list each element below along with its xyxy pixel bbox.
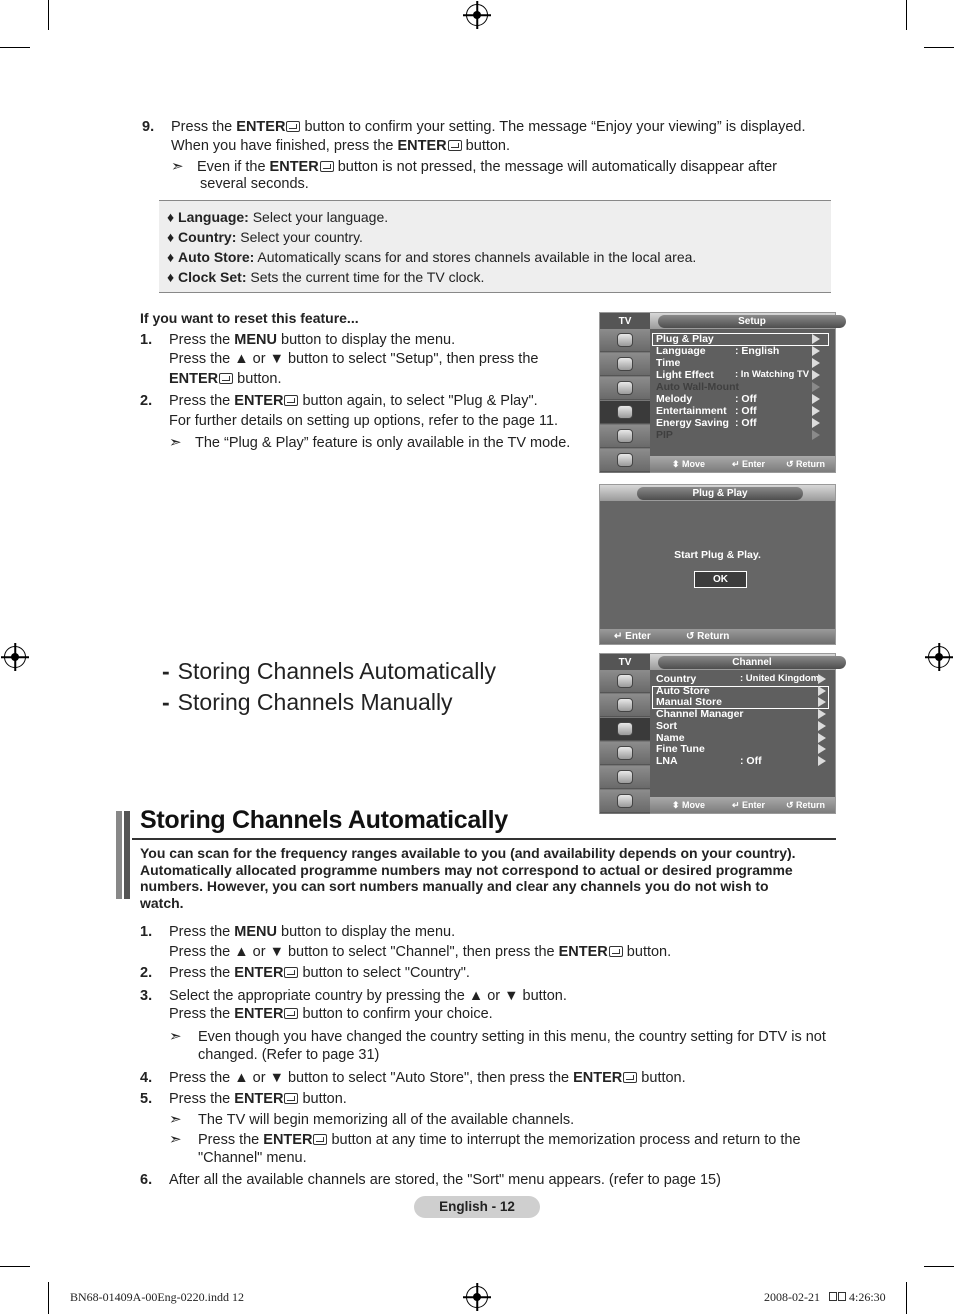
step-1-num: 1. xyxy=(140,924,153,940)
osd-footer xyxy=(650,456,835,472)
channel-menu-screen xyxy=(599,653,836,814)
chevron-right-icon xyxy=(812,346,820,356)
channel-menu-icon[interactable] xyxy=(600,377,650,400)
enter-icon xyxy=(284,1093,298,1104)
registration-mark-icon xyxy=(466,1286,488,1308)
step-4: Press the ▲ or ▼ button to select "Auto Store", then press the ENTER button. xyxy=(169,1070,686,1086)
step-6-num: 6. xyxy=(140,1172,153,1188)
step-4-num: 4. xyxy=(140,1070,153,1086)
file-slug: BN68-01409A-00Eng-0220.indd 12 xyxy=(70,1290,244,1304)
return-hint: ↺ Return xyxy=(786,800,826,810)
toc-item-manual: - Storing Channels Manually xyxy=(162,689,453,715)
osd-item-auto-wall-mount: Auto Wall-Mount xyxy=(656,381,740,393)
osd-menu-title: Setup xyxy=(658,315,846,328)
info-country: ♦ Country: Select your country. xyxy=(167,229,363,245)
osd-item-manual-store[interactable]: Manual Store xyxy=(656,696,722,708)
osd-tv-label: TV xyxy=(600,654,650,670)
enter-icon xyxy=(448,140,462,151)
info-box xyxy=(159,200,831,293)
setup-menu-screen xyxy=(599,312,836,473)
osd-tv-label: TV xyxy=(600,313,650,329)
crop-mark xyxy=(906,1282,907,1314)
step-3: Select the appropriate country by pressing the ▲ or ▼ button. xyxy=(169,988,567,1004)
enter-hint: ↵ Enter xyxy=(614,631,651,642)
reset-note: ➣ The “Plug & Play” feature is only available in the TV mode. xyxy=(169,434,571,451)
osd-item-language[interactable]: Language xyxy=(656,345,706,357)
note-arrow-icon: ➣ xyxy=(169,1111,182,1128)
enter-icon xyxy=(313,1134,327,1145)
application-menu-icon[interactable] xyxy=(600,790,650,813)
chevron-right-icon xyxy=(818,697,826,707)
osd-menu-title: Channel xyxy=(658,656,846,669)
plug-play-message: Start Plug & Play. xyxy=(674,549,761,561)
osd-menu-title: Plug & Play xyxy=(637,487,803,500)
osd-item-melody[interactable]: Melody xyxy=(656,393,693,405)
ok-button[interactable]: OK xyxy=(694,571,747,588)
picture-menu-icon[interactable] xyxy=(600,329,650,352)
osd-item-fine-tune[interactable]: Fine Tune xyxy=(656,743,705,755)
chevron-right-icon xyxy=(818,686,826,696)
input-menu-icon[interactable] xyxy=(600,425,650,448)
section-bar xyxy=(116,811,122,899)
step-9-note: ➣ Even if the ENTER button is not pressed, the message will automatically disappear after xyxy=(171,158,777,175)
reset-step-1: Press the MENU button to display the menu. xyxy=(169,332,456,348)
chevron-right-icon xyxy=(812,418,820,428)
osd-footer xyxy=(600,629,835,644)
step-5: Press the ENTER button. xyxy=(169,1091,347,1107)
osd-value-entertainment: : Off xyxy=(735,405,757,417)
osd-item-plug-play[interactable]: Plug & Play xyxy=(656,333,714,345)
page-number-badge: English - 12 xyxy=(414,1196,540,1218)
chevron-right-icon xyxy=(812,394,820,404)
step-6: After all the available channels are stored, the "Sort" menu appears. (refer to page 15) xyxy=(169,1172,721,1188)
chevron-right-icon xyxy=(812,358,820,368)
osd-value-language: : English xyxy=(735,345,780,357)
step-1: Press the MENU button to display the menu. xyxy=(169,924,456,940)
step-2-num: 2. xyxy=(140,965,153,981)
osd-sidebar xyxy=(600,670,650,814)
enter-hint: ↵ Enter xyxy=(732,800,766,810)
print-date: 2008-02-21 4:26:30 xyxy=(764,1290,886,1304)
input-menu-icon[interactable] xyxy=(600,766,650,789)
enter-icon xyxy=(286,121,300,132)
osd-sidebar xyxy=(600,329,650,473)
chevron-right-icon xyxy=(812,406,820,416)
osd-item-time[interactable]: Time xyxy=(656,357,681,369)
setup-menu-icon[interactable] xyxy=(600,742,650,765)
setup-menu-icon[interactable] xyxy=(600,401,650,424)
chevron-right-icon xyxy=(818,756,826,766)
chevron-right-icon xyxy=(812,430,820,440)
crop-mark xyxy=(0,1266,30,1267)
channel-menu-icon[interactable] xyxy=(600,718,650,741)
return-hint: ↺ Return xyxy=(686,631,730,642)
chevron-right-icon xyxy=(818,733,826,743)
crop-mark xyxy=(906,0,907,30)
section-intro: You can scan for the frequency ranges available to you (and availability depends on your country). Automatically allocated programme numbers may not correspond to actual or desired programme numbers. However, you can sort numbers manually and clear any channels you do not wish to watch. xyxy=(140,845,796,911)
note-arrow-icon: ➣ xyxy=(171,158,184,175)
reset-step-2-line2: For further details on setting up options, refer to the page 11. xyxy=(169,413,559,429)
chevron-right-icon xyxy=(818,744,826,754)
step-9-line1: Press the ENTER button to confirm your setting. The message “Enjoy your viewing” is displayed. xyxy=(171,119,806,135)
osd-value-lna: : Off xyxy=(740,755,762,767)
crop-mark xyxy=(0,47,30,48)
info-auto-store: ♦ Auto Store: Automatically scans for and stores channels available in the local area. xyxy=(167,249,697,265)
step-5-note-2: ➣ Press the ENTER button at any time to interrupt the memorization process and return to the xyxy=(169,1131,801,1148)
enter-icon xyxy=(609,946,623,957)
crop-mark xyxy=(48,0,49,30)
chevron-right-icon xyxy=(812,370,820,380)
reset-step-2: Press the ENTER button again, to select "Plug & Play". xyxy=(169,393,538,409)
section-title: Storing Channels Automatically xyxy=(140,806,508,834)
section-rule xyxy=(132,838,836,840)
crop-mark xyxy=(924,47,954,48)
reset-step-2-num: 2. xyxy=(140,393,153,409)
step-5-note-1: ➣ The TV will begin memorizing all of the available channels. xyxy=(169,1111,575,1128)
step-3-num: 3. xyxy=(140,988,153,1004)
move-hint: ⬍ Move xyxy=(672,459,706,469)
reset-step-1-line2: Press the ▲ or ▼ button to select "Setup", then press the xyxy=(169,351,539,367)
osd-item-sort[interactable]: Sort xyxy=(656,720,677,732)
step-3-note-cont: changed. (Refer to page 31) xyxy=(198,1047,380,1063)
registration-mark-icon xyxy=(466,4,488,26)
toc-item-auto: - Storing Channels Automatically xyxy=(162,658,497,684)
enter-icon xyxy=(284,395,298,406)
enter-icon xyxy=(623,1072,637,1083)
application-menu-icon[interactable] xyxy=(600,449,650,472)
chevron-right-icon xyxy=(818,674,826,684)
registration-mark-icon xyxy=(4,646,26,668)
chevron-right-icon xyxy=(812,334,820,344)
step-2: Press the ENTER button to select "Country". xyxy=(169,965,470,981)
step-1-line2: Press the ▲ or ▼ button to select "Channel", then press the ENTER button. xyxy=(169,944,672,960)
osd-item-lna[interactable]: LNA xyxy=(656,755,678,767)
osd-footer xyxy=(650,797,835,813)
osd-item-country[interactable]: Country xyxy=(656,673,697,685)
reset-step-1-num: 1. xyxy=(140,332,153,348)
osd-item-name[interactable]: Name xyxy=(656,732,685,744)
osd-value-country: : United Kingdom xyxy=(740,673,820,684)
osd-item-energy-saving[interactable]: Energy Saving xyxy=(656,417,729,429)
enter-hint: ↵ Enter xyxy=(732,459,766,469)
osd-item-auto-store[interactable]: Auto Store xyxy=(656,685,710,697)
step-3-line2: Press the ENTER button to confirm your choice. xyxy=(169,1006,493,1022)
reset-step-1-line3: ENTER button. xyxy=(169,371,282,387)
note-arrow-icon: ➣ xyxy=(169,1131,182,1148)
osd-value-light-effect: : In Watching TV xyxy=(735,369,810,380)
step-3-note: ➣ Even though you have changed the country setting in this menu, the country setting for DTV is not xyxy=(169,1028,826,1045)
picture-menu-icon[interactable] xyxy=(600,670,650,693)
sound-menu-icon[interactable] xyxy=(600,694,650,717)
step-5-num: 5. xyxy=(140,1091,153,1107)
info-language: ♦ Language: Select your language. xyxy=(167,209,389,225)
osd-item-channel-manager[interactable]: Channel Manager xyxy=(656,708,744,720)
sound-menu-icon[interactable] xyxy=(600,353,650,376)
crop-mark xyxy=(924,1266,954,1267)
registration-mark-icon xyxy=(928,646,950,668)
return-hint: ↺ Return xyxy=(786,459,826,469)
step-5-note-2-cont: "Channel" menu. xyxy=(198,1150,307,1166)
section-bar xyxy=(124,811,130,899)
move-hint: ⬍ Move xyxy=(672,800,706,810)
osd-value-energy-saving: : Off xyxy=(735,417,757,429)
osd-item-light-effect[interactable]: Light Effect xyxy=(656,369,714,381)
plug-play-screen xyxy=(599,484,836,645)
chevron-right-icon xyxy=(818,721,826,731)
crop-mark xyxy=(48,1282,49,1314)
enter-icon xyxy=(284,967,298,978)
step-9: 9. xyxy=(142,119,155,135)
reset-heading: If you want to reset this feature... xyxy=(140,310,359,326)
enter-icon xyxy=(219,373,233,384)
osd-item-entertainment[interactable]: Entertainment xyxy=(656,405,727,417)
enter-icon xyxy=(320,161,334,172)
info-clock-set: ♦ Clock Set: Sets the current time for the TV clock. xyxy=(167,269,485,285)
step-9-line2: When you have finished, press the ENTER button. xyxy=(171,138,511,154)
osd-value-melody: : Off xyxy=(735,393,757,405)
note-arrow-icon: ➣ xyxy=(169,434,182,451)
step-9-note-cont: several seconds. xyxy=(200,176,309,192)
chevron-right-icon xyxy=(812,382,820,392)
osd-item-pip: PIP xyxy=(656,429,673,441)
enter-icon xyxy=(284,1008,298,1019)
note-arrow-icon: ➣ xyxy=(169,1028,182,1045)
chevron-right-icon xyxy=(818,709,826,719)
